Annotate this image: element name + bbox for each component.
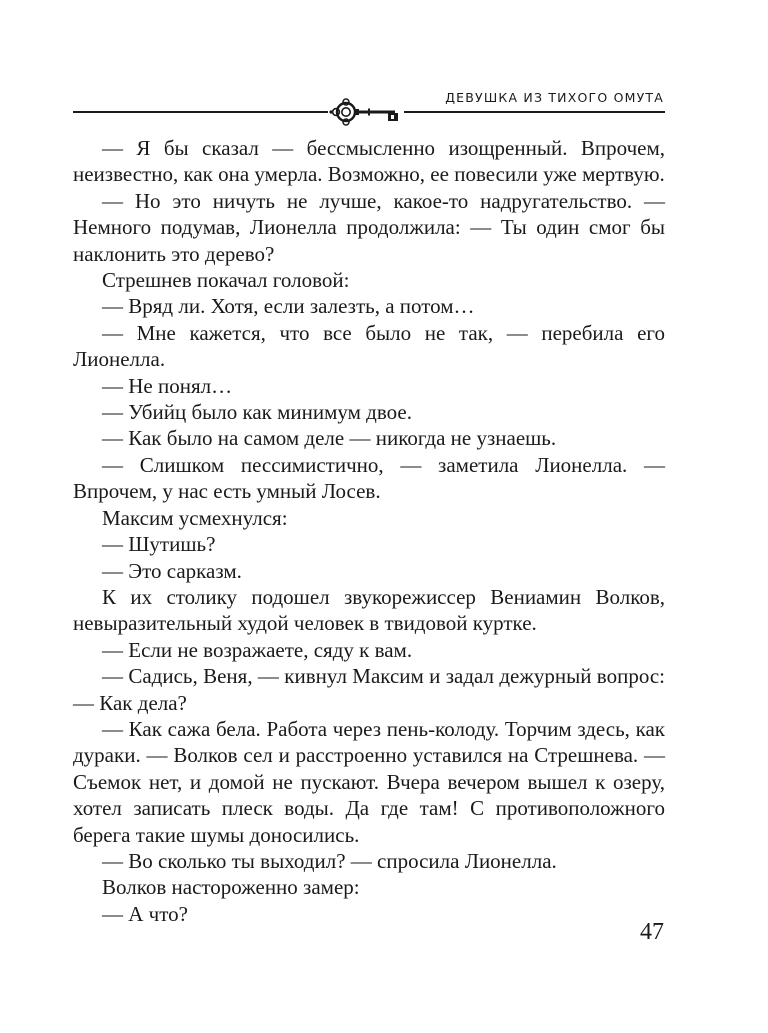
paragraph: — Если не возражаете, сяду к вам. <box>102 637 413 662</box>
paragraph: — Мне кажется, что все было не так, — перебила его Лионелла. <box>73 320 665 372</box>
paragraph: — Я бы сказал — бессмысленно изощренный. Впрочем, неизвестно, как она умерла. Возможно, ее повесили уже мертвую. <box>73 136 665 187</box>
running-header: ДЕВУШКА ИЗ ТИХОГО ОМУТА <box>445 90 664 105</box>
paragraph: — Вряд ли. Хотя, если залезть, а потом… <box>102 294 475 319</box>
paragraph: — Садись, Веня, — кивнул Максим и задал дежурный вопрос: — Как дела? <box>73 664 665 715</box>
paragraph: — Как сажа бела. Работа через пень-колоду. Торчим здесь, как дураки. — Волков сел и расстроенно уставился на Стрешнева. — Съемок нет, и домой не пускают. Вчера вечером вышел к озеру, хотел записать плеск воды. Да где там! С противоположного берега такие шумы доносились. <box>73 716 665 847</box>
paragraph: — Это сарказм. <box>102 558 242 583</box>
paragraph: — Шутишь? <box>102 532 216 557</box>
page-number: 47 <box>640 919 664 945</box>
key-icon <box>328 97 404 127</box>
paragraph: Волков настороженно замер: <box>102 875 360 900</box>
paragraph: — Но это ничуть не лучше, какое-то надругательство. — Немного подумав, Лионелла продолжила: — Ты один смог бы наклонить это дерево? <box>73 188 665 266</box>
paragraph: — Не понял… <box>102 373 233 398</box>
paragraph: Стрешнев покачал головой: <box>102 268 350 293</box>
paragraph: Максим усмехнулся: <box>102 505 288 530</box>
paragraph: — Как было на самом деле — никогда не узнаешь. <box>102 426 557 451</box>
paragraph: — А что? <box>102 901 188 926</box>
body-text <box>73 135 665 927</box>
paragraph: — Во сколько ты выходил? — спросила Лионелла. <box>102 848 557 873</box>
paragraph: — Слишком пессимистично, — заметила Лионелла. — Впрочем, у нас есть умный Лосев. <box>73 452 665 504</box>
key-icon-graphic <box>328 97 404 127</box>
paragraph: — Убийц было как минимум двое. <box>102 400 412 425</box>
paragraph: К их столику подошел звукорежиссер Вениамин Волков, невыразительный худой человек в твидовой куртке. <box>73 584 665 636</box>
